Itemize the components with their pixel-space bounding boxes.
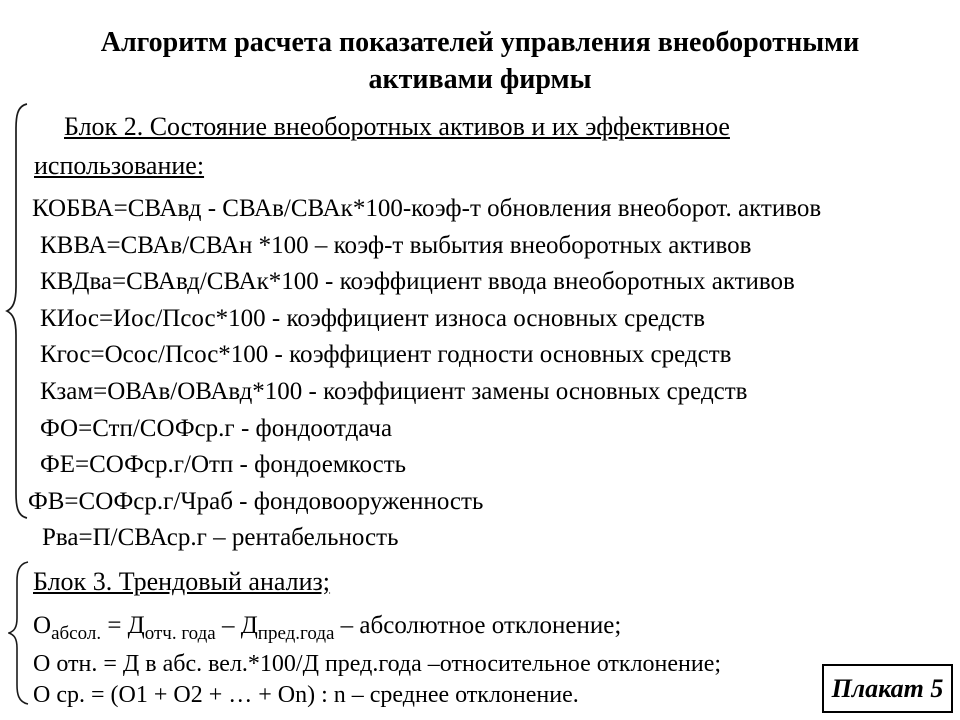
formula-input-coefficient: КВДва=СВАвд/СВАк*100 - коэффициент ввода внеоборотных активов (40, 268, 795, 296)
block2-heading-line2: использование: (34, 151, 205, 180)
formula-capital-intensity: ФЕ=СОФср.г/Отп - фондоемкость (40, 451, 407, 479)
curly-brace-icon (8, 560, 32, 706)
formula-absolute-deviation: $О_{абсол.} = Д_{отч. года} - Д_{пред.года}$ – абсолютное отклонение; (33, 612, 622, 644)
formula-capital-labor-ratio: ФВ=СОФср.г/Чраб - фондовооруженность (28, 487, 484, 515)
poster-number-badge (822, 664, 953, 713)
block3-section (33, 565, 721, 710)
formula-average-deviation: О ср. = (О1 + О2 + … + Оn) : n – среднее отклонение. (33, 681, 579, 708)
formula-capital-productivity: ФО=Стп/СОФср.г - фондоотдача (40, 414, 393, 442)
block2-heading-line1: Блок 2. Состояние внеоборотных активов и их эффективное (64, 112, 730, 141)
formula-relative-deviation: О отн. = Д в абс. вел.*100/Д пред.года –относительное отклонение; (33, 651, 722, 677)
poster-number-label: Плакат 5 (831, 673, 944, 703)
formula-wear-coefficient: КИос=Иос/Псос*100 - коэффициент износа основных средств (40, 304, 706, 332)
page-title-line1: Алгоритм расчета показателей управления внеоборотными (100, 27, 860, 58)
block2-formula-list (28, 191, 821, 557)
block2-heading (34, 107, 730, 185)
block3-heading: Блок 3. Трендовый анализ; (33, 567, 331, 596)
page-title (0, 24, 960, 98)
formula-disposal-coefficient: КВВА=СВАв/СВАн *100 – коэф-т выбытия внеоборотных активов (40, 231, 752, 259)
formula-profitability: Рва=П/СВАср.г – рентабельность (42, 524, 399, 552)
page-title-line2: активами фирмы (368, 64, 592, 95)
formula-serviceability-coefficient: Кгос=Осос/Псос*100 - коэффициент годности основных средств (40, 341, 732, 369)
formula-replacement-coefficient: Кзам=ОВАв/ОВАвд*100 - коэффициент замены основных средств (40, 377, 748, 405)
formula-renewal-coefficient: КОБВА=СВАвд - СВАв/СВАк*100-коэф-т обновления внеоборот. активов (32, 195, 822, 222)
